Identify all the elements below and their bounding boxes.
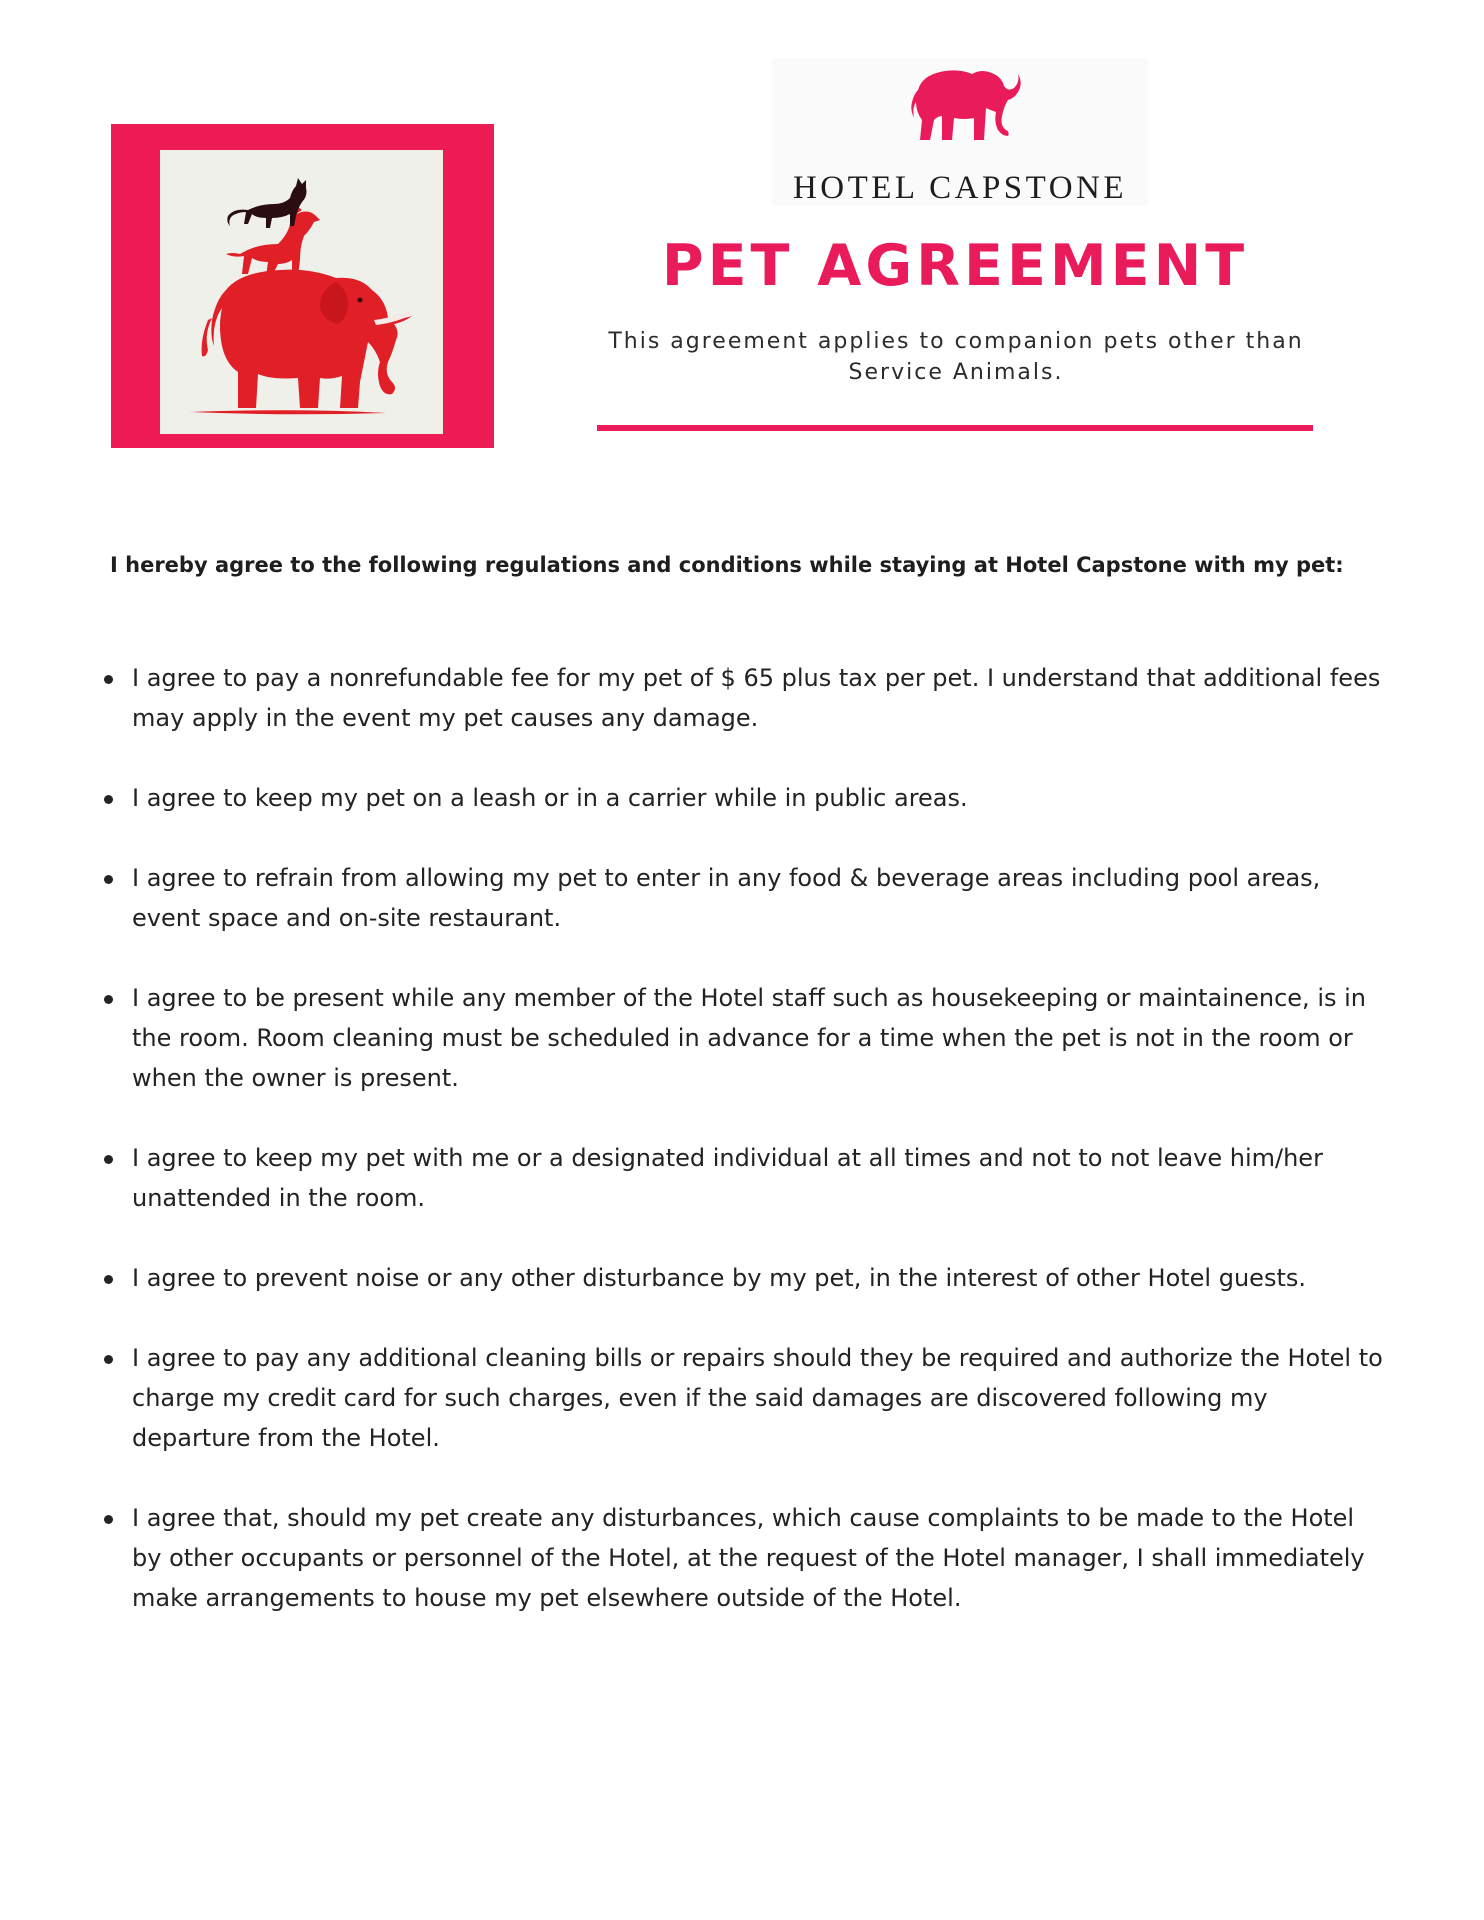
title-divider [597, 425, 1313, 431]
rule-item-pet-fee: I agree to pay a nonrefundable fee for my pet of $ 65 plus tax per pet. I understand that additional fees may apply in the event my pet causes any damage. [100, 658, 1390, 738]
elephant-logo-icon [910, 64, 1022, 144]
pet-stack-illustration [111, 124, 494, 448]
cat-dog-elephant-stack-icon [160, 150, 443, 434]
rules-list [100, 658, 1390, 1658]
rule-item-unattended: I agree to keep my pet with me or a designated individual at all times and not to not leave him/her unattended in the room. [100, 1138, 1390, 1218]
rule-item-leash: I agree to keep my pet on a leash or in a carrier while in public areas. [100, 778, 1390, 818]
subtitle-line-1: This agreement applies to companion pets other than [608, 329, 1304, 354]
brand-name: HOTEL CAPSTONE [792, 170, 1128, 206]
illustration-panel [160, 150, 443, 434]
rule-item-noise: I agree to prevent noise or any other disturbance by my pet, in the interest of other Hotel guests. [100, 1258, 1390, 1298]
subtitle [600, 326, 1312, 388]
rule-item-disturbances: I agree that, should my pet create any disturbances, which cause complaints to be made to the Hotel by other occupants or personnel of the Hotel, at the request of the Hotel manager, I shall immediately make arrangements to house my pet elsewhere outside of the Hotel. [100, 1498, 1390, 1618]
rule-item-food-areas: I agree to refrain from allowing my pet to enter in any food & beverage areas including pool areas, event space and on-site restaurant. [100, 858, 1390, 938]
page-title: PET AGREEMENT [661, 233, 1249, 299]
rule-item-cleaning-charges: I agree to pay any additional cleaning bills or repairs should they be required and authorize the Hotel to charge my credit card for such charges, even if the said damages are discovered following my departure from the Hotel. [100, 1338, 1390, 1458]
rule-item-staff-presence: I agree to be present while any member of the Hotel staff such as housekeeping or maintainence, is in the room. Room cleaning must be scheduled in advance for a time when the pet is not in the room or when the owner is present. [100, 978, 1390, 1098]
subtitle-line-2: Service Animals. [848, 360, 1064, 385]
intro-statement: I hereby agree to the following regulations and conditions while staying at Hotel Capstone with my pet: [110, 553, 1344, 577]
brand-logo-block [772, 58, 1148, 206]
